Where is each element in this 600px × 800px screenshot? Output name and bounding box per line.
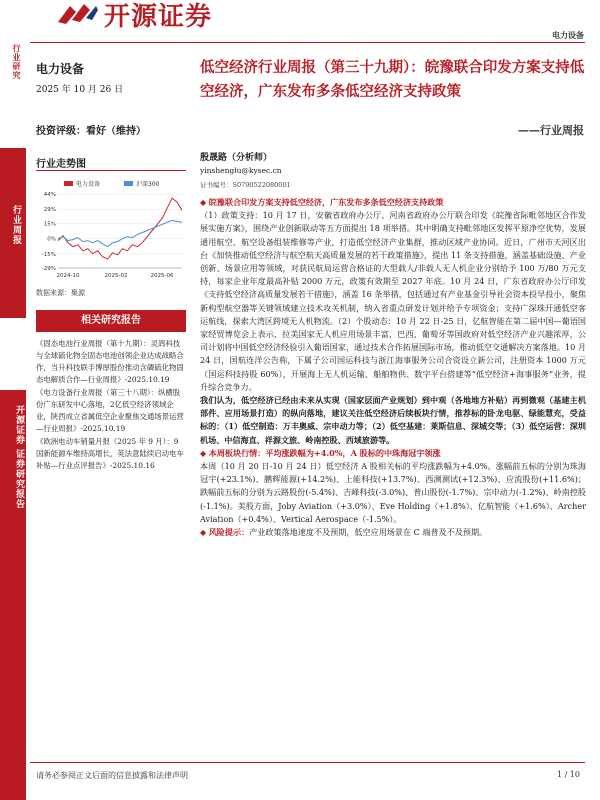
y-tick-label: -15% <box>41 251 56 258</box>
related-report-item[interactable]: 《欧洲电动车销量月报（2025 年 9 月）：9 国新能源车维持高增长，英法意陆续启动电车补贴—行业点评报告》-2025.10.16 <box>36 437 184 470</box>
sector-title: 电力设备 <box>36 62 85 76</box>
risk-text: 产业政策落地速度不及预期，低空应用场景在 C 端普及不及预期。 <box>249 527 488 538</box>
related-reports-header: 相关研究报告 <box>36 310 186 332</box>
related-report-item[interactable]: 《电力设备行业周报（第三十八期）：纵横股份广东研发中心落地，2亿低空经济领域企业，陕西成立省属低空企业聚焦交通场景运营—行业周报》-2025.10.19 <box>36 388 184 433</box>
report-body <box>200 196 586 539</box>
y-tick-label: 15% <box>43 221 56 228</box>
y-tick-label: 29% <box>43 207 56 214</box>
legend-label: 沪深300 <box>136 181 160 188</box>
header-divider <box>30 42 585 43</box>
policy-paragraph: （1）政策支持：10 月 17 日，安徽省政府办公厅、河南省政府办公厅联合印发《皖豫省际毗邻地区合作发展实施方案》，围绕产业创新联动等五方面提出 18 项举措。其中明确支持毗邻地区发挥平原净空优势，发展通用航空、航空设备组装维修等产业，打造低空经济产业集群，推动区域产业协同。近日，广州市天河区出台《加快推动低空经济与航空航天高质量发展的若干政策措施》，提出 11 条支持措施，涵盖基础设施、产业创新、场景应用等领域，对获民航局运营合格证的大型载人/非载人无人机企业分别给予 100 万/80 万元支持，每家企业年度最高补贴 2000 万元，政策有效期至 2027 年底。10 月 24 日，广东省政府办公厅印发《支持低空经济高质量发展若干措施》，涵盖 16 条举措，包括通过有产业基金引导社会资本投早投小，聚焦新构型航空器等关键领域建立技术攻关机制，纳入省重点研发计划并给予专项资金；支持广深珠开通低空客运航线，探索大湾区跨境无人机物流。（2）个股动态：10 月 22 日-25 日，亿航智能在第二届中国—葡语国家经贸博览会上表示，拉美国家无人机应用场景丰富，巴西、葡萄牙等国政府对低空经济产业兴趣浓厚，公司计划将中国低空经济经验引入葡语国家，通过技术合作拓展国际市场，推动低空交通解决方案落地。10 月 24 日，国航连洋公告称，下属子公司国运科技与浙江海事服务公司合资设立新公司，注册资本 1000 万元（国运科技持股 60%），开展海上无人机运输、船舶物供、数字平台搭建等“低空经济+海事服务”业务，提升综合竞争力。 <box>200 210 586 392</box>
report-title: 低空经济行业周报（第三十九期）：皖豫联合印发方案支持低空经济，广东发布多条低空经济支持政策 <box>200 59 585 100</box>
bullet-icon: ◆ <box>200 448 209 458</box>
analyst-cert: 证书编号：S0790522080001 <box>200 181 291 189</box>
legend-swatch <box>124 181 133 186</box>
section-heading: 本周板块行情：平均涨跌幅为+4.0%，A 股标的中珠海冠宇领涨 <box>208 447 441 458</box>
section-heading: 皖豫联合印发方案支持低空经济，广东发布多条低空经济支持政策 <box>208 197 444 207</box>
investment-rating: 投资评级：看好（维持） <box>36 126 146 137</box>
y-tick-label: 44% <box>43 192 56 198</box>
chart-source: 数据来源：聚源 <box>36 289 85 297</box>
section-heading: 风险提示： <box>208 527 250 538</box>
x-tick-label: 2024-10 <box>56 273 80 279</box>
related-report-item[interactable]: 《固态电池行业周报（第十九期）：灵鸽科技与全球硫化物全固态电池创领企业达成战略合作，当升科技联手博厚股份推动含磷硫化物固态电解质合作—行业周报》-2025.10.19 <box>36 339 184 384</box>
y-tick-label: -29% <box>41 266 56 272</box>
side-tab-top: 行业研究 <box>12 44 22 80</box>
series-line-power-equipment <box>58 198 182 259</box>
bullet-icon: ◆ <box>200 198 209 207</box>
side-tab-middle: 行业周报 <box>11 205 21 245</box>
legend-label: 电力设备 <box>76 181 101 188</box>
trend-chart <box>36 176 186 284</box>
report-date: 2025 年 10 月 26 日 <box>36 85 124 95</box>
report-subtitle: ——行业周报 <box>518 124 584 137</box>
brand-name: 开源证券 <box>104 2 213 32</box>
trend-chart-title: 行业走势图 <box>36 159 86 170</box>
analyst-name: 殷晟路（分析师） <box>200 153 273 163</box>
policy-conclusion: 我们认为，低空经济已经由未来从实现（国家层面产业规划）到中观（各地地方补贴）再到微观（基建主机部件、应用场景打造）的纵向落地，建议关注低空经济后续板块行情，推荐标的卧龙电驱、绿能慧充，受益标的：（1）低空制造：万丰奥威、宗申动力等；（2）低空基建：莱斯信息、深城交等；（3）低空运营：深圳机场、中信海直、祥源文旅、岭南控股、西域旅游等。 <box>200 395 586 445</box>
y-tick-label: 0% <box>47 236 56 243</box>
footer-disclaimer: 请务必参阅正文后面的信息披露和法律声明 <box>36 771 188 780</box>
x-tick-label: 2025-02 <box>104 273 128 279</box>
related-reports-list <box>36 338 186 473</box>
series-line-hs300 <box>58 220 182 246</box>
trend-divider <box>36 170 186 171</box>
brand-logo-icon <box>56 0 98 26</box>
market-paragraph: 本周（10 月 20 日-10 月 24 日）低空经济 A 股相关标的平均涨跌幅为+4.0%。涨幅前五标的分别为珠海冠宇(+23.1%)、鹏辉能源(+14.2%)、上能科技(+13.7%)、西测测试(+12.3%)、应流股份(+11.6%)；跌幅前五标的分别为云路股份(-5.4%)、吉峰科技(-3.0%)、普山股份(-1.7%)、宗申动力(-1.2%)、岭南控股(-1.1%)。美股方面，Joby Aviation（+3.0%）、Eve Holding（+1.8%）、亿航智能（+1.6%）、Archer Aviation（+0.4%）、Vertical Aerospace（-1.5%）。 <box>200 461 586 524</box>
page-number: 1 / 10 <box>556 770 580 779</box>
x-tick-label: 2025-06 <box>150 273 174 279</box>
footer-divider <box>30 762 585 763</box>
header-sector: 电力设备 <box>552 30 584 40</box>
bullet-icon: ◆ <box>200 528 209 538</box>
analyst-email[interactable]: yinshenglu@kysec.cn <box>200 166 282 175</box>
side-tab-bottom: 开源证券 证券研究报告 <box>14 405 24 510</box>
legend-swatch <box>64 181 73 186</box>
